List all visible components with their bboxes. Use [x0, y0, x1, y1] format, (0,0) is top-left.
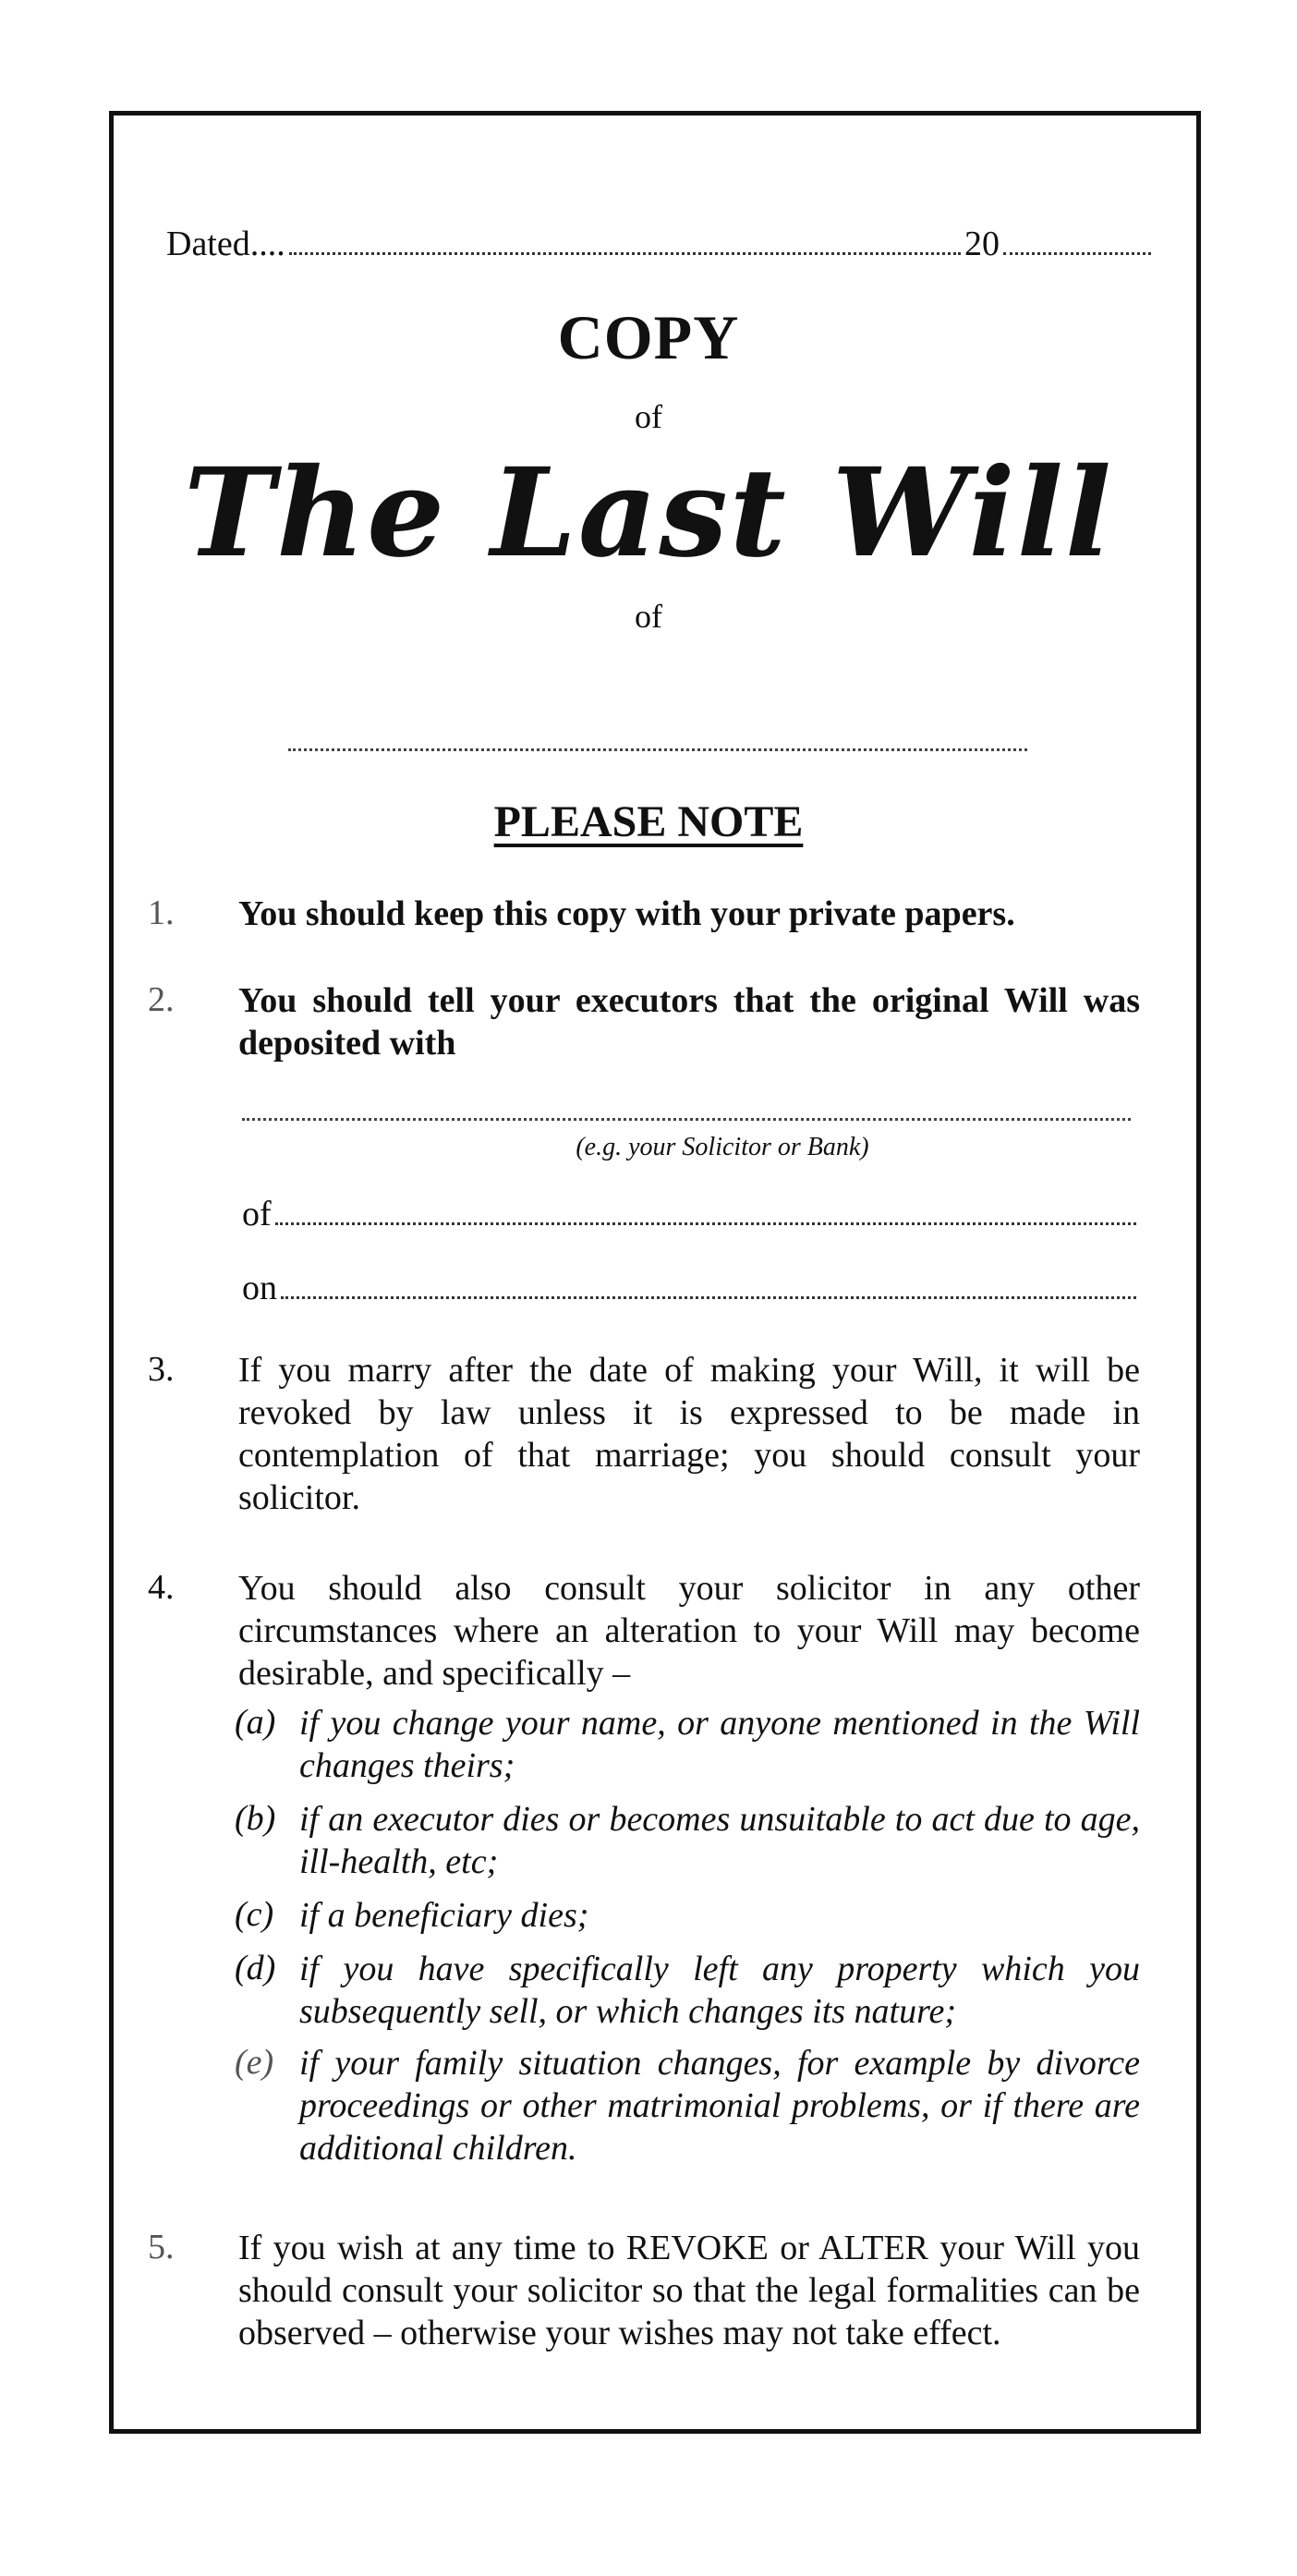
- copy-title: COPY: [557, 302, 740, 372]
- deposit-hint: (e.g. your Solicitor or Bank): [576, 1133, 869, 1161]
- of-blank: [275, 1222, 1136, 1225]
- year-prefix: 20: [964, 225, 1000, 263]
- dated-blank: [289, 252, 961, 255]
- subitem-letter-a: (a): [235, 1703, 276, 1742]
- deposit-on-field: [242, 1266, 1140, 1308]
- subitem-letter-d: (d): [235, 1949, 276, 1987]
- item-number-1: 1.: [148, 893, 175, 932]
- deposit-blank: [242, 1109, 1131, 1121]
- subitem-text-a: if you change your name, or anyone mentioned in the Will changes theirs;: [299, 1704, 1140, 1785]
- on-label: on: [242, 1269, 277, 1307]
- of-text-1: of: [635, 398, 662, 435]
- please-note-heading: PLEASE NOTE: [493, 797, 804, 846]
- subitem-letter-e: (e): [235, 2043, 274, 2082]
- item-number-2: 2.: [148, 980, 175, 1019]
- subitem-letter-b: (b): [235, 1799, 276, 1838]
- item-number-5: 5.: [148, 2228, 175, 2266]
- subitem-letter-c: (c): [235, 1895, 274, 1934]
- testator-name-blank: [288, 739, 1027, 751]
- item-text-1: You should keep this copy with your private papers.: [238, 894, 1015, 933]
- subitem-text-d: if you have specifically left any property which you subsequently sell, or which changes its nature;: [299, 1950, 1140, 2031]
- subitem-text-c: if a beneficiary dies;: [299, 1896, 589, 1935]
- item-text-3: If you marry after the date of making your Will, it will be revoked by law unless it is expressed to be made in contemplation of that marriage; you should consult your solicitor.: [238, 1351, 1140, 1517]
- item-number-3: 3.: [148, 1350, 175, 1389]
- dated-field: [166, 218, 1155, 264]
- year-blank: [1003, 252, 1151, 255]
- on-blank: [281, 1296, 1136, 1299]
- deposit-of-field: [242, 1192, 1140, 1234]
- dated-label: Dated....: [166, 225, 285, 263]
- subitem-text-b: if an executor dies or becomes unsuitable to act due to age, ill-health, etc;: [299, 1800, 1140, 1881]
- item-text-2: You should tell your executors that the original Will was deposited with: [238, 981, 1140, 1063]
- item-number-4: 4.: [148, 1568, 175, 1607]
- last-will-title: The Last Will: [183, 442, 1114, 585]
- of-text-2: of: [635, 598, 662, 635]
- subitem-text-e: if your family situation changes, for example by divorce proceedings or other matrimonial problems, or if there are additional children.: [299, 2044, 1140, 2168]
- of-label: of: [242, 1195, 272, 1233]
- item-text-4: You should also consult your solicitor in any other circumstances where an alteration to your Will may become desirable, and specifically –: [238, 1569, 1140, 1693]
- item-text-5: If you wish at any time to REVOKE or ALTER your Will you should consult your solicitor so that the legal formalities can be observed – otherwise your wishes may not take effect.: [238, 2229, 1140, 2352]
